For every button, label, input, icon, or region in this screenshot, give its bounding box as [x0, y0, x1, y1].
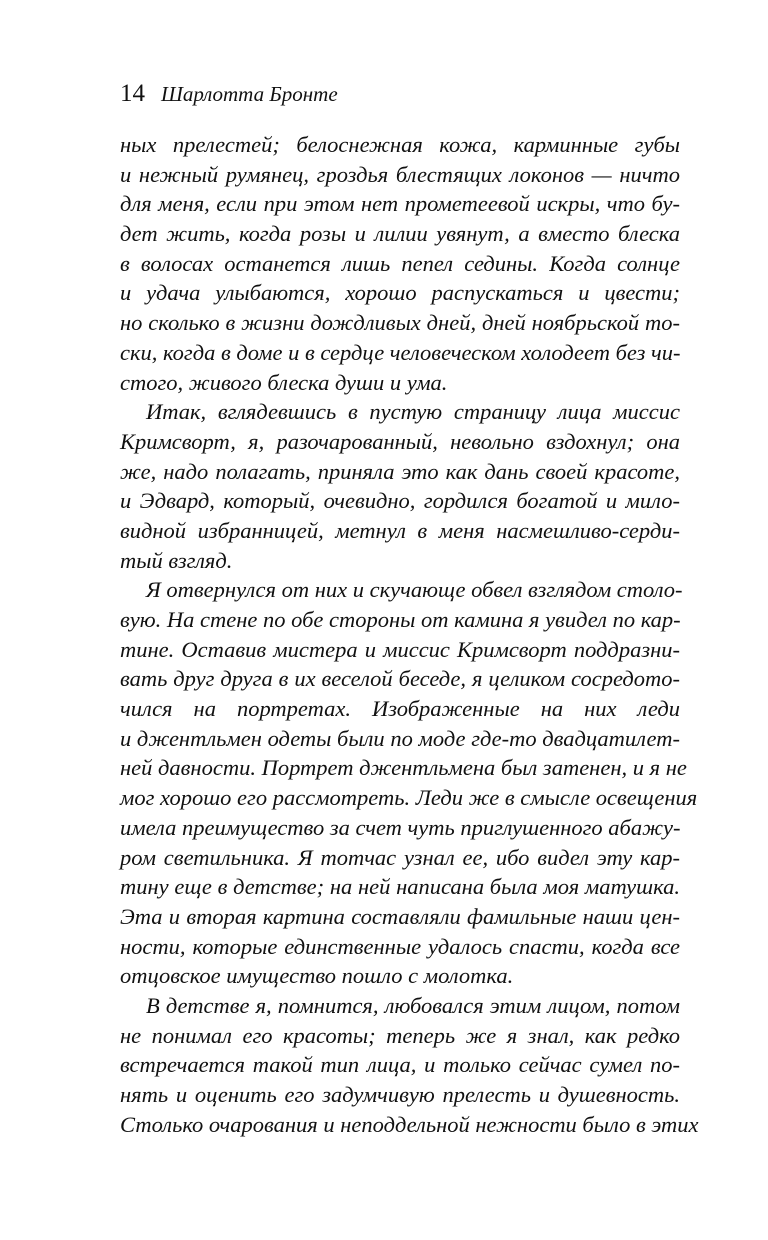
text-line: нять и оценить его задумчивую прелесть и душевность. [120, 1082, 680, 1107]
text-line: дет жить, когда розы и лилии увянут, а вместо блеска [120, 221, 680, 247]
page-header [120, 80, 338, 114]
text-line: тине. Оставив мистера и миссис Кримсворт поддразни- [120, 636, 680, 662]
text-line: и нежный румянец, гроздья блестящих локонов — ничто [120, 161, 680, 187]
text-line: тину еще в детстве; на ней написана была моя матушка. [120, 874, 680, 900]
text-line: видной избранницей, метнул в меня насмешливо-серди- [120, 517, 680, 543]
text-line: в волосах останется лишь пепел седины. Когда солнце [120, 250, 680, 276]
text-line: Эта и вторая картина составляли фамильные наши цен- [120, 903, 680, 929]
text-line: вую. На стене по обе стороны от камина я увидел по кар- [120, 607, 681, 632]
paragraph-4 [120, 991, 699, 1139]
text-line: и удача улыбаются, хорошо распускаться и цвести; [120, 280, 680, 306]
text-line: Кримсворт, я, разочарованный, невольно вздохнул; она [120, 428, 680, 454]
text-line: Итак, вглядевшись в пустую страницу лица миссис [146, 399, 680, 425]
text-line: встречается такой тип лица, и только сейчас сумел по- [120, 1052, 680, 1078]
text-line: и Эдвард, который, очевидно, гордился богатой и мило- [120, 488, 680, 514]
text-line: но сколько в жизни дождливых дней, дней ноябрьской то- [120, 310, 680, 336]
text-line: чился на портретах. Изображенные на них леди [120, 696, 680, 722]
text-line: ней давности. Портрет джентльмена был затенен, и я не [120, 755, 687, 781]
text-line: для меня, если при этом нет прометеевой искры, что бу- [120, 191, 680, 217]
text-line: ром светильника. Я тотчас узнал ее, ибо видел эту кар- [120, 844, 680, 870]
text-line: тый взгляд. [120, 547, 233, 573]
text-line: отцовское имущество пошло с молотка. [120, 963, 514, 989]
paragraph-3 [120, 575, 698, 991]
text-line: В детстве я, помнится, любовался этим лицом, потом [146, 992, 680, 1018]
text-line: ски, когда в доме и в сердце человеческом холодеет без чи- [120, 339, 681, 365]
text-line: вать друг друга в их веселой беседе, я целиком сосредото- [120, 666, 680, 692]
text-line: ности, которые единственные удалось спасти, когда все [120, 933, 680, 959]
text-line: имела преимущество за счет чуть приглушенного абажу- [120, 814, 681, 840]
text-line: Я отвернулся от них и скучающе обвел взглядом столо- [146, 577, 683, 603]
paragraph-2 [120, 397, 680, 575]
page-number: 14 [120, 80, 145, 107]
running-title: Шарлотта Бронте [161, 82, 338, 106]
text-line: мог хорошо его рассмотреть. Леди же в смысле освещения [120, 785, 698, 811]
text-line: же, надо полагать, приняла это как дань своей красоте, [120, 458, 680, 484]
text-line: не понимал его красоты; теперь же я знал, как редко [120, 1022, 680, 1048]
text-line: стого, живого блеска души и ума. [120, 369, 448, 395]
text-line: ных прелестей; белоснежная кожа, карминные губы [120, 132, 680, 157]
text-line: и джентльмен одеты были по моде где-то двадцатилет- [120, 725, 680, 751]
text-line: Столько очарования и неподдельной нежности было в этих [120, 1111, 699, 1137]
body-text [120, 130, 699, 1139]
paragraph-1 [120, 130, 680, 397]
